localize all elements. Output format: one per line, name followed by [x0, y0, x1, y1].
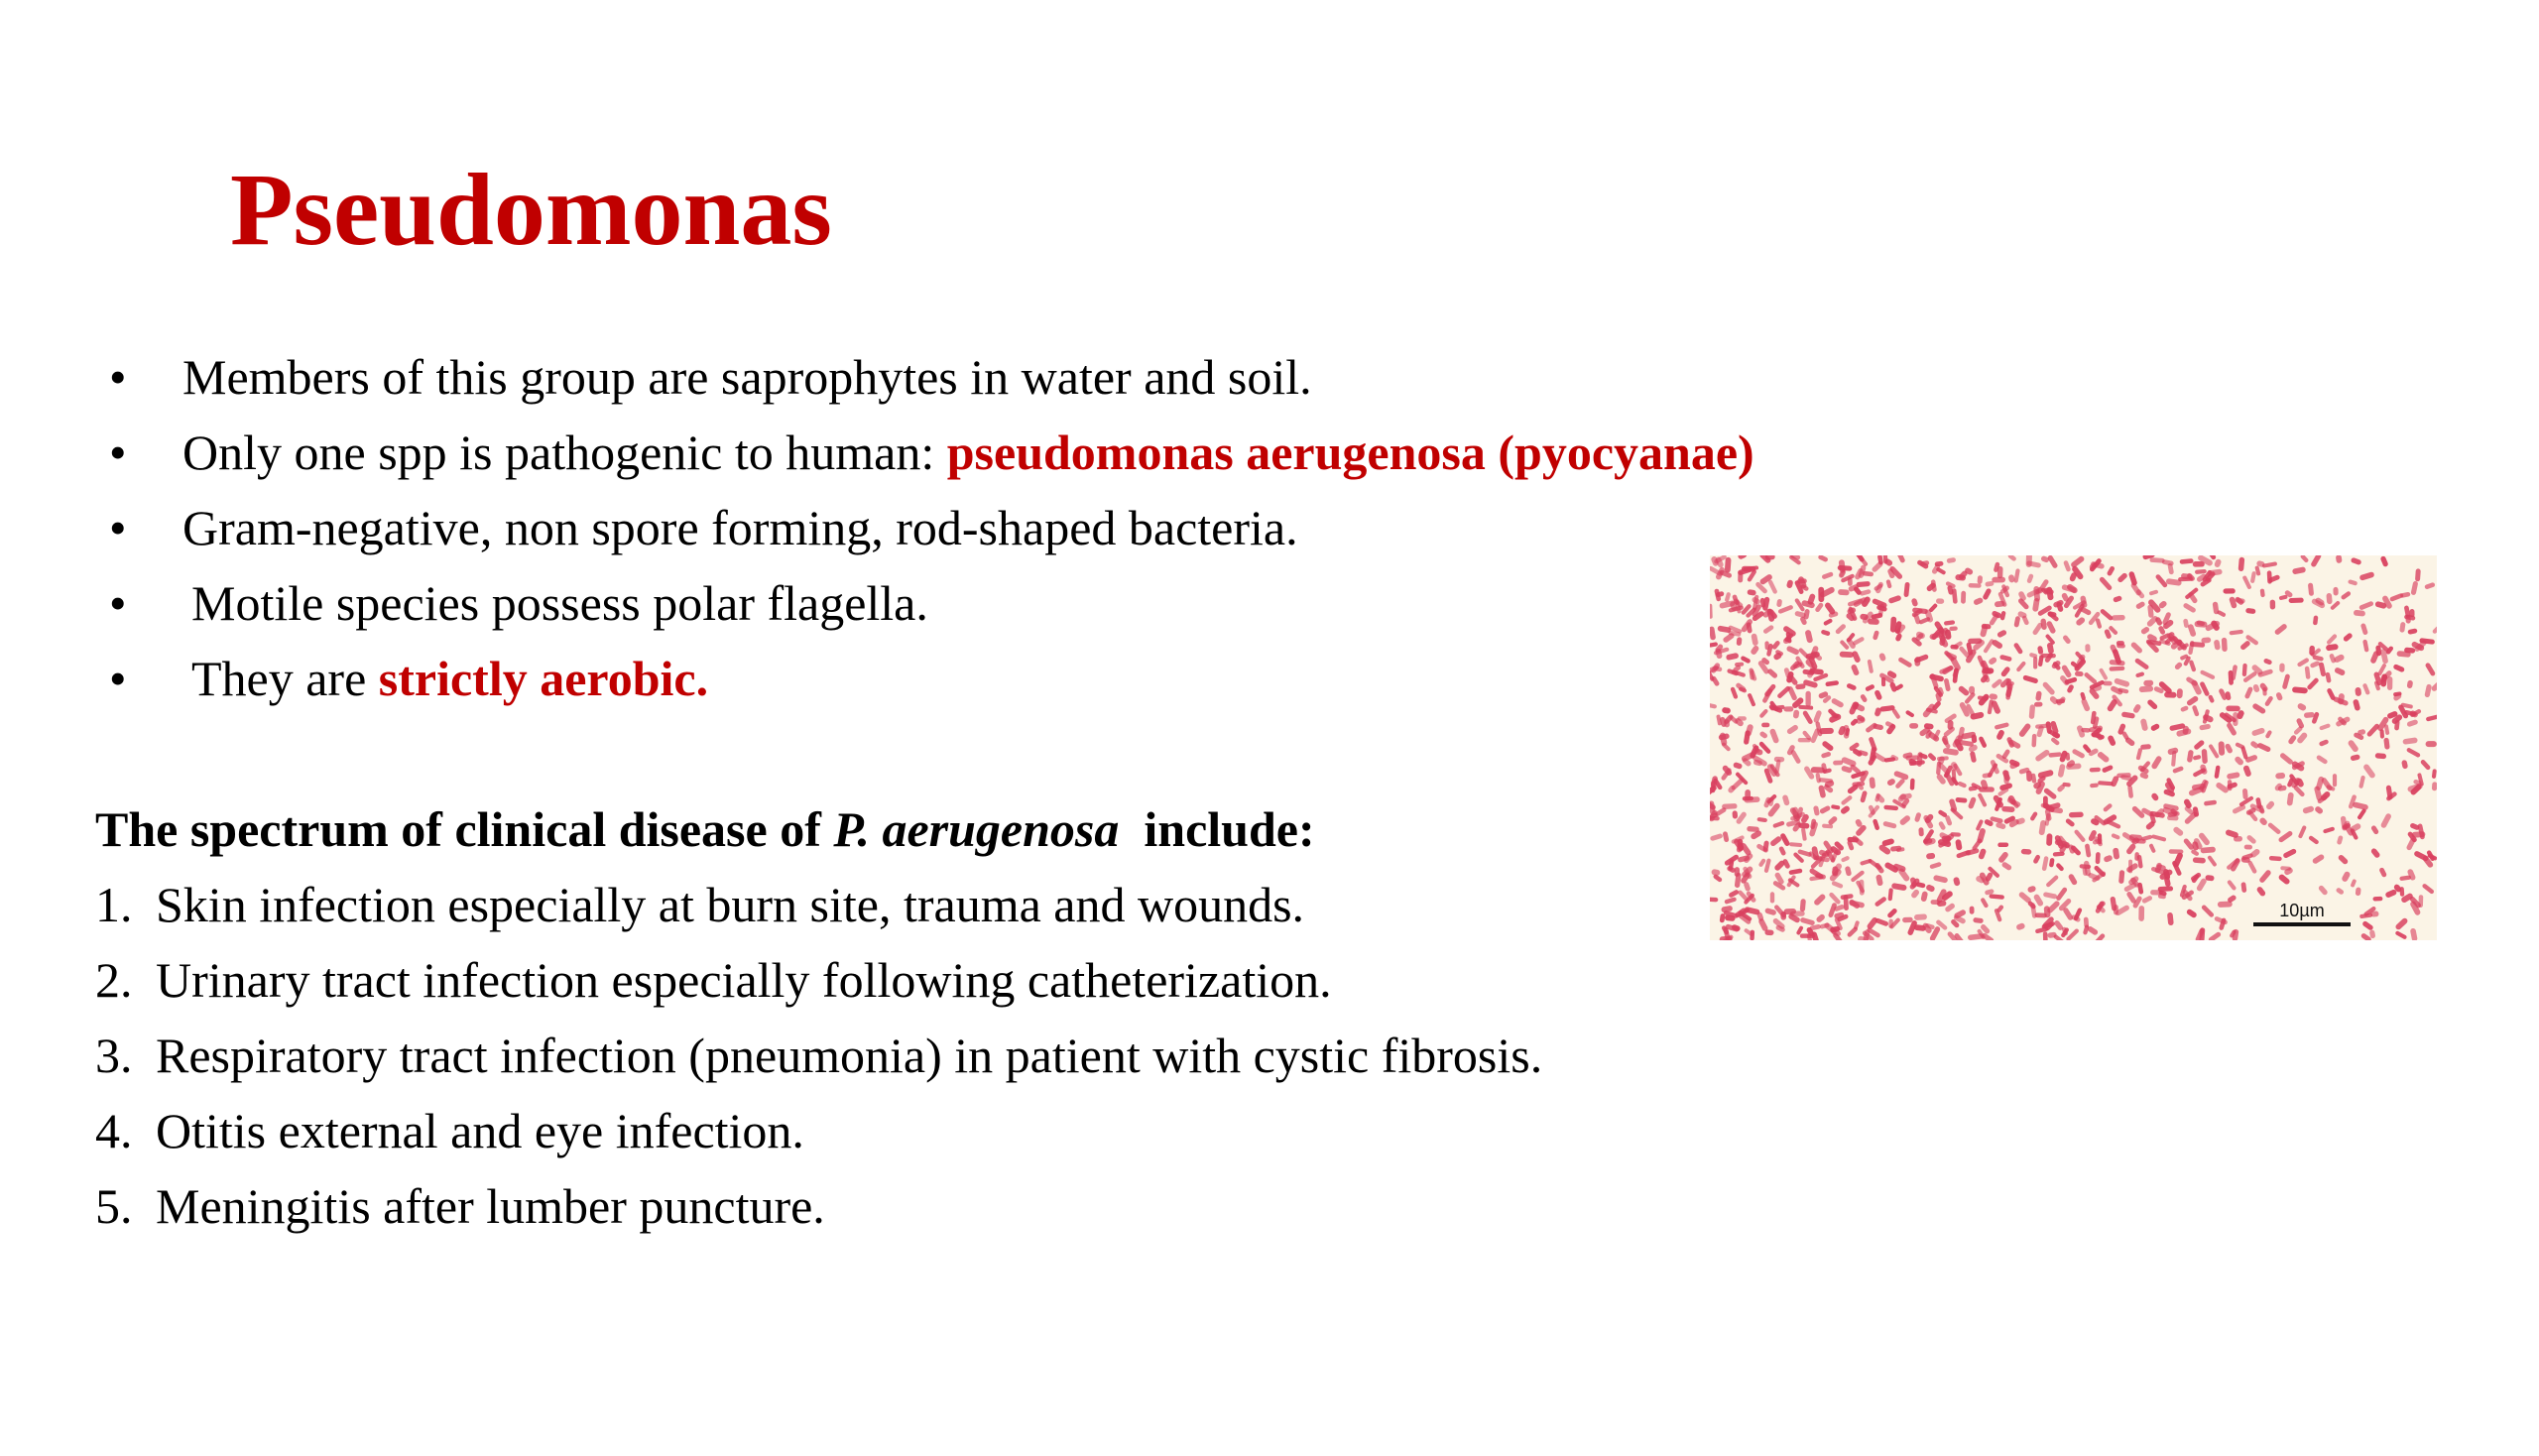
bacterium-cell: [1833, 761, 1843, 766]
bacterium-cell: [1982, 667, 1994, 673]
disease-text: Otitis external and eye infection.: [156, 1103, 804, 1158]
bacterium-cell: [2046, 833, 2052, 846]
bacterium-cell: [2033, 657, 2037, 668]
bullet-text-wrap: [191, 641, 708, 716]
bacterium-cell: [1838, 589, 1850, 596]
bacterium-cell: [2415, 568, 2421, 581]
bullet-text: Members of this group are saprophytes in water and soil.: [182, 349, 1312, 405]
spectrum-heading-suffix: include:: [1119, 801, 1315, 857]
bacterium-cell: [1722, 803, 1738, 809]
bacterium-cell: [1819, 728, 1834, 735]
spectrum-heading: [95, 791, 1315, 867]
bacterium-cell: [1806, 691, 1811, 707]
bacterium-cell: [1783, 706, 1793, 711]
bacterium-cell: [1969, 686, 1975, 694]
bacterium-cell: [2219, 741, 2226, 756]
bacterium-cell: [2112, 615, 2125, 621]
bacterium-cell: [2096, 852, 2101, 864]
bacterium-cell: [1910, 779, 1915, 790]
bacterium-cell: [1961, 591, 1966, 604]
bacterium-cell: [2140, 744, 2151, 750]
bacterium-cell: [2234, 836, 2242, 842]
disease-text: Respiratory tract infection (pneumonia) in patient with cystic fibrosis.: [156, 1028, 1543, 1083]
bacterium-cell: [2031, 734, 2036, 748]
bacterium-cell: [1918, 827, 1924, 836]
disease-number: 4.: [95, 1103, 133, 1158]
bacterium-cell: [2289, 598, 2304, 604]
bacterium-cell: [2116, 641, 2124, 646]
bacterium-cell: [1950, 832, 1961, 837]
bacterium-cell: [2233, 712, 2237, 726]
bullet-dot: •: [109, 425, 127, 480]
bacterium-cell: [2242, 664, 2247, 676]
disease-number: 5.: [95, 1178, 133, 1234]
bacterium-cell: [1798, 738, 1811, 742]
disease-text: Skin infection especially at burn site, trauma and wounds.: [156, 877, 1305, 932]
spectrum-heading-organism: P. aerugenosa: [833, 801, 1120, 857]
bacterium-cell: [2109, 667, 2124, 671]
disease-number: 1.: [95, 877, 133, 932]
bacterium-cell: [2267, 570, 2272, 583]
bacterium-cell: [1743, 796, 1753, 801]
bacterium-cell: [2333, 774, 2337, 787]
disease-number: 2.: [95, 952, 133, 1008]
bacterium-cell: [1914, 657, 1920, 667]
bacterium-cell: [2244, 845, 2252, 850]
bacterium-cell: [2193, 857, 2206, 863]
bacterium-cell: [2143, 680, 2153, 686]
bullet-text-wrap: [191, 565, 928, 641]
bacterium-cell: [2222, 638, 2228, 652]
bacterium-cell: [2001, 806, 2015, 813]
bacterium-cell: [2177, 688, 2183, 698]
bullet-text-wrap: [182, 415, 1754, 490]
bullet-text: Gram-negative, non spore forming, rod-shaped bacteria.: [182, 500, 1298, 555]
bacterium-cell: [2026, 555, 2032, 567]
bacterium-cell: [2333, 587, 2338, 596]
bacterium-cell: [2426, 741, 2437, 747]
bullet-dot: •: [109, 500, 127, 555]
bacterium-cell: [2269, 856, 2282, 861]
bacterium-cell: [2226, 705, 2240, 711]
bacterium-cell: [1844, 725, 1850, 739]
bacteria-micrograph-image: [1710, 555, 2437, 940]
bacterium-cell: [1881, 677, 1885, 686]
bullet-text: Only one spp is pathogenic to human:: [182, 425, 947, 480]
bacterium-cell: [2075, 671, 2084, 676]
spectrum-heading-prefix: The spectrum of clinical disease of: [95, 801, 834, 857]
micrograph-svg: [1710, 555, 2437, 940]
bacterium-cell: [1949, 626, 1958, 631]
bullet-dot: •: [109, 575, 127, 631]
bacterium-cell: [2090, 768, 2101, 773]
bullet-highlight: pseudomonas aerugenosa (pyocyanae): [946, 425, 1754, 480]
bacterium-cell: [1905, 755, 1919, 760]
disease-text: Meningitis after lumber puncture.: [156, 1178, 825, 1234]
bacterium-cell: [2003, 771, 2009, 785]
bullet-highlight: strictly aerobic.: [378, 651, 709, 706]
bacterium-cell: [1848, 577, 1853, 586]
bacterium-cell: [2034, 702, 2043, 707]
bacterium-cell: [1738, 716, 1747, 720]
bullet-text-wrap: [182, 490, 1298, 565]
bullet-dot: •: [109, 651, 127, 706]
bacterium-cell: [2202, 749, 2208, 764]
bacterium-cell: [2270, 600, 2276, 610]
bacterium-cell: [1909, 723, 1918, 729]
scale-bar-label: 10µm: [2279, 901, 2325, 920]
bacterium-cell: [2241, 857, 2250, 863]
bacterium-cell: [2279, 664, 2284, 672]
bullet-text: They are: [191, 651, 379, 706]
bacterium-cell: [1847, 837, 1859, 843]
slide-title: Pseudomonas: [230, 153, 832, 267]
disease-number: 3.: [95, 1028, 133, 1083]
bacterium-cell: [2069, 812, 2084, 818]
disease-text: Urinary tract infection especially following catheterization.: [156, 952, 1332, 1008]
bacterium-cell: [2223, 588, 2235, 594]
bacterium-cell: [1761, 723, 1769, 728]
bullet-text: Motile species possess polar flagella.: [191, 575, 928, 631]
bacterium-cell: [2021, 849, 2032, 855]
bacterium-cell: [1997, 566, 2003, 578]
bacterium-cell: [2085, 644, 2090, 653]
bacterium-cell: [1725, 557, 1732, 573]
bacterium-cell: [2103, 681, 2113, 686]
bacterium-cell: [1936, 598, 1944, 604]
bacterium-cell: [2229, 670, 2235, 685]
bacterium-cell: [1997, 842, 2008, 847]
bacterium-cell: [1738, 571, 1743, 583]
bacterium-cell: [1840, 652, 1855, 659]
bullet-text-wrap: [182, 339, 1312, 415]
bacterium-cell: [2387, 676, 2393, 690]
bacterium-cell: [1979, 787, 1995, 791]
bacterium-cell: [2169, 849, 2184, 854]
bullet-dot: •: [109, 349, 127, 405]
bacterium-cell: [2135, 838, 2146, 843]
